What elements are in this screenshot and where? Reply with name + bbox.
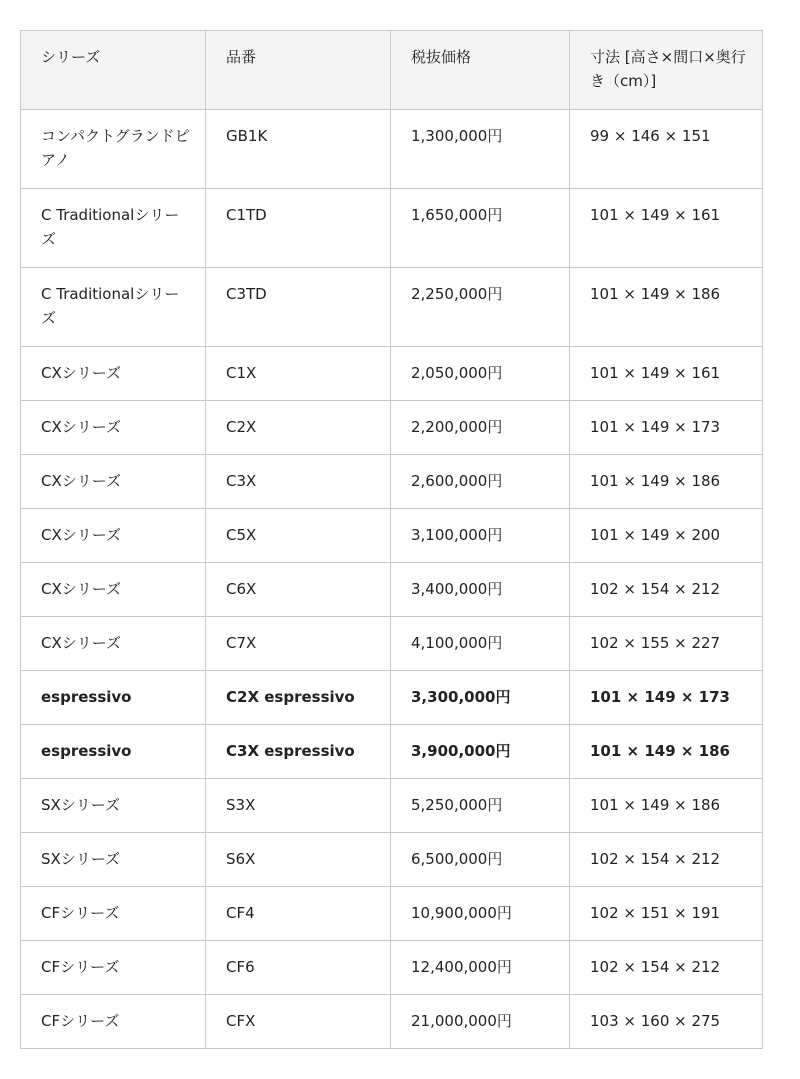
cell-series: CFシリーズ: [21, 887, 206, 941]
table-row: [21, 509, 763, 563]
price-table: [20, 30, 763, 1049]
table-row: [21, 563, 763, 617]
cell-model: C3X espressivo: [206, 725, 391, 779]
cell-series: C Traditionalシリーズ: [21, 268, 206, 347]
cell-price: 12,400,000円: [391, 941, 570, 995]
cell-price: 10,900,000円: [391, 887, 570, 941]
cell-series: CXシリーズ: [21, 347, 206, 401]
cell-price: 2,050,000円: [391, 347, 570, 401]
cell-price: 3,900,000円: [391, 725, 570, 779]
cell-price: 1,300,000円: [391, 110, 570, 189]
header-row: [21, 31, 763, 110]
cell-dimensions: 102 × 155 × 227: [570, 617, 763, 671]
table-row: [21, 887, 763, 941]
cell-model: CF4: [206, 887, 391, 941]
cell-dimensions: 101 × 149 × 186: [570, 268, 763, 347]
table-row: [21, 189, 763, 268]
cell-series: SXシリーズ: [21, 833, 206, 887]
table-header: [21, 31, 763, 110]
cell-dimensions: 101 × 149 × 173: [570, 401, 763, 455]
cell-price: 2,600,000円: [391, 455, 570, 509]
cell-series: CXシリーズ: [21, 617, 206, 671]
cell-model: C7X: [206, 617, 391, 671]
cell-dimensions: 103 × 160 × 275: [570, 995, 763, 1049]
table-body: [21, 110, 763, 1049]
cell-price: 3,400,000円: [391, 563, 570, 617]
table-row: [21, 995, 763, 1049]
cell-dimensions: 102 × 151 × 191: [570, 887, 763, 941]
cell-series: espressivo: [21, 671, 206, 725]
table-row: [21, 941, 763, 995]
cell-dimensions: 101 × 149 × 186: [570, 455, 763, 509]
cell-series: CXシリーズ: [21, 563, 206, 617]
cell-model: S3X: [206, 779, 391, 833]
cell-model: C3X: [206, 455, 391, 509]
cell-model: C1X: [206, 347, 391, 401]
cell-model: C3TD: [206, 268, 391, 347]
table-row: [21, 455, 763, 509]
table-row: [21, 833, 763, 887]
cell-price: 3,300,000円: [391, 671, 570, 725]
cell-model: S6X: [206, 833, 391, 887]
header-series: シリーズ: [21, 31, 206, 110]
cell-dimensions: 102 × 154 × 212: [570, 833, 763, 887]
cell-series: C Traditionalシリーズ: [21, 189, 206, 268]
table-row-highlighted: [21, 725, 763, 779]
table-row: [21, 617, 763, 671]
cell-dimensions: 101 × 149 × 186: [570, 725, 763, 779]
cell-series: CFシリーズ: [21, 995, 206, 1049]
cell-price: 21,000,000円: [391, 995, 570, 1049]
table-row-highlighted: [21, 671, 763, 725]
cell-price: 5,250,000円: [391, 779, 570, 833]
cell-series: CXシリーズ: [21, 509, 206, 563]
cell-series: CXシリーズ: [21, 401, 206, 455]
header-dimensions: 寸法 [高さ×間口×奥行き（cm）]: [570, 31, 763, 110]
cell-dimensions: 101 × 149 × 161: [570, 189, 763, 268]
table-row: [21, 347, 763, 401]
header-model: 品番: [206, 31, 391, 110]
table-row: [21, 779, 763, 833]
cell-dimensions: 101 × 149 × 161: [570, 347, 763, 401]
cell-model: C2X espressivo: [206, 671, 391, 725]
cell-price: 4,100,000円: [391, 617, 570, 671]
cell-price: 3,100,000円: [391, 509, 570, 563]
header-price: 税抜価格: [391, 31, 570, 110]
table-row: [21, 401, 763, 455]
cell-series: SXシリーズ: [21, 779, 206, 833]
cell-series: espressivo: [21, 725, 206, 779]
cell-model: C2X: [206, 401, 391, 455]
cell-dimensions: 102 × 154 × 212: [570, 563, 763, 617]
cell-price: 6,500,000円: [391, 833, 570, 887]
cell-model: C1TD: [206, 189, 391, 268]
cell-series: CFシリーズ: [21, 941, 206, 995]
cell-price: 2,200,000円: [391, 401, 570, 455]
cell-dimensions: 101 × 149 × 173: [570, 671, 763, 725]
cell-price: 2,250,000円: [391, 268, 570, 347]
cell-dimensions: 101 × 149 × 200: [570, 509, 763, 563]
cell-dimensions: 101 × 149 × 186: [570, 779, 763, 833]
cell-model: CFX: [206, 995, 391, 1049]
cell-price: 1,650,000円: [391, 189, 570, 268]
table-row: [21, 268, 763, 347]
cell-dimensions: 102 × 154 × 212: [570, 941, 763, 995]
cell-series: コンパクトグランドピアノ: [21, 110, 206, 189]
table-row: [21, 110, 763, 189]
cell-dimensions: 99 × 146 × 151: [570, 110, 763, 189]
cell-model: C5X: [206, 509, 391, 563]
cell-model: CF6: [206, 941, 391, 995]
cell-model: GB1K: [206, 110, 391, 189]
cell-series: CXシリーズ: [21, 455, 206, 509]
cell-model: C6X: [206, 563, 391, 617]
